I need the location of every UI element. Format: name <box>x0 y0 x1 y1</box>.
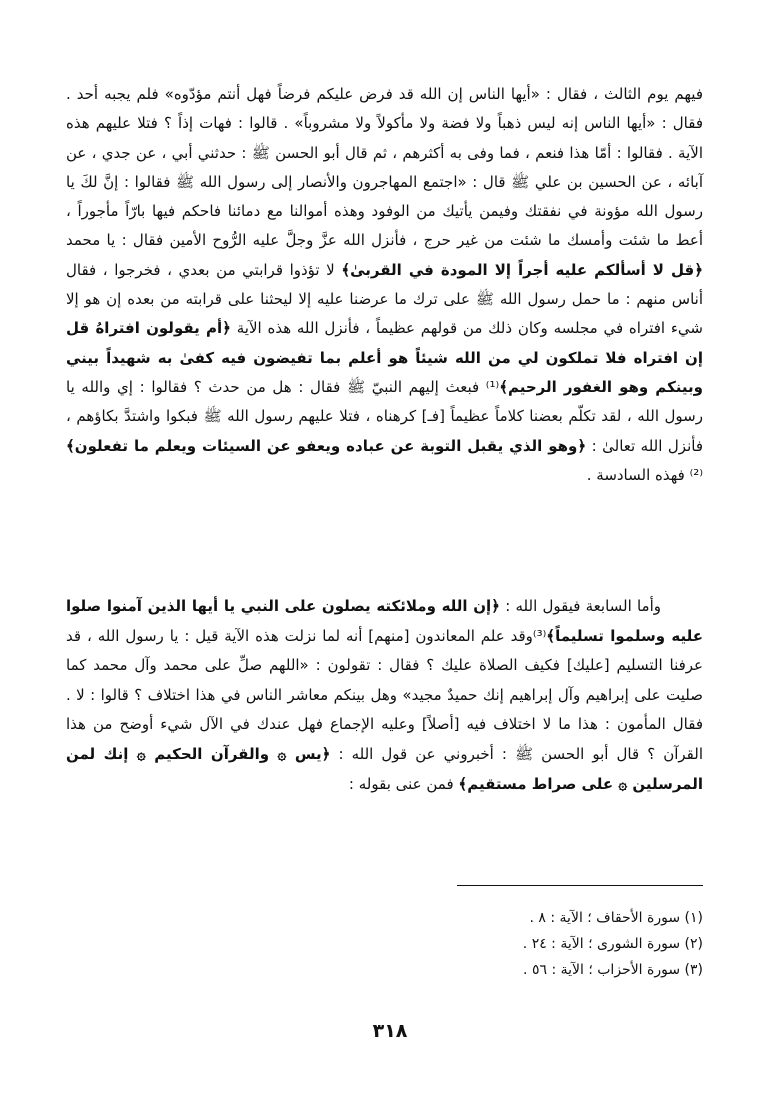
page-number: ٣١٨ <box>372 1020 408 1042</box>
paragraph-1-text <box>66 80 703 490</box>
paragraph-1-segment: فيهم يوم الثالث ، فقال : «أيها الناس إن الله قد فرض عليكم فرضاً فهل أنتم مؤدّوه» فلم يجبه أحد . فقال : «أيها الناس إنه ليس ذهباً ولا فضة ولا مأكولاً ولا مشروباً» . قالوا : فهات إذاً ؟ فتلا عليهم هذه الآية . فقالوا : أمّا هذا فنعم ، فما وفى به أكثرهم ، ثم قال أبو الحسن ﷺ : حدثني أبي ، عن جدي ، عن آبائه ، عن الحسين بن علي ﷺ قال : «اجتمع المهاجرون والأنصار إلى رسول الله ﷺ فقالوا : إنَّ لكَ يا رسول الله مؤونة في نفقتك وفيمن يأتيك من الوفود وهذه أموالنا مع دمائنا فاحكم فيها بارّاً مأجوراً ، أعط ما شئت وأمسك ما شئت من غير حرج ، فأنزل الله عزَّ وجلَّ عليه الرُّوح الأمين فقال : يا محمد <box>66 85 703 250</box>
footnote-divider <box>457 885 703 886</box>
paragraph-1-segment: ⁽¹⁾ فبعث إليهم النبيّ ﷺ فقال : هل من حدث ؟ فقالوا : إي والله يا رسول الله ، لقد تكلّم بعضنا كلاماً عظيماً [فـ] كرهناه ، فتلا عليهم رسول الله ﷺ فبكوا واشتدَّ بكاؤهم ، فأنزل الله تعالىٰ : <box>66 377 703 455</box>
paragraph-1-segment: ⁽²⁾ فهذه السادسة . <box>586 465 703 484</box>
paragraph-2-segment: ⁽³⁾وقد علم المعاندون [منهم] أنه لما نزلت هذه الآية قيل : يا رسول الله ، قد عرفنا التسليم [عليك] فكيف الصلاة عليك ؟ فقال : تقولون : «اللهم صلِّ على محمد وآل محمد كما صليت على إبراهيم وآل إبراهيم إنك حميدٌ مجيد» وهل بينكم معاشر الناس في هذا اختلاف ؟ قالوا : لا . فقال المأمون : هذا ما لا اختلاف فيه [أصلاً] وعليه الإجماع فهل عندك في الآل شيء أوضح من هذا القرآن ؟ قال أبو الحسن ﷺ : أخبروني عن قول الله : <box>66 626 703 763</box>
paragraph-1-segment-quran-verse: ﴿وهو الذي يقبل التوبة عن عباده ويعفو عن السيئات ويعلم ما تفعلون﴾ <box>66 436 587 455</box>
paragraph-1-segment: لا تؤذوا قرابتي من بعدي ، فخرجوا ، فقال أناس منهم : ما حمل رسول الله ﷺ على ترك ما عرضنا عليه إلا ليحثنا على قرابته من بعده إن هو إلا شيء افتراه في مجلسه وكان ذلك من قولهم عظيماً ، فأنزل الله هذه الآية <box>66 260 704 338</box>
paragraph-2-text <box>66 597 703 793</box>
footnote-1: (١) سورة الأحقاف ؛ الآية : ٨ . <box>529 910 703 926</box>
paragraph-2-segment: وأما السابعة فيقول الله : <box>499 597 661 615</box>
footnotes <box>380 905 703 983</box>
paragraph-2 <box>66 592 703 799</box>
paragraph-1-segment-quran-verse: ﴿قل لا أسألكم عليه أجراً إلا المودة في القربىٰ﴾ <box>341 260 703 279</box>
paragraph-2-segment: فمن عنى بقوله : <box>348 774 459 793</box>
paragraph-2-segment-quran-verse: ﴿إن الله وملائكته يصلون على النبي يا أيها الذين آمنوا صلوا عليه وسلموا تسليماً﴾ <box>66 597 704 645</box>
paragraph-2-segment-quran-verse: ﴿يس ۞ والقرآن الحكيم ۞ إنك لمن المرسلين ۞ على صراط مستقيم﴾ <box>66 744 703 793</box>
paragraph-1 <box>66 80 703 490</box>
footnote-3: (٣) سورة الأحزاب ؛ الآية : ٥٦ . <box>523 962 703 978</box>
paragraph-1-segment-quran-verse: ﴿أم يقولون افتراهُ قل إن افتراه فلا تملكون لي من الله شيئاً هو أعلم بما تفيضون فيه كفىٰ به شهيداً بيني وبينكم وهو الغفور الرحيم﴾ <box>66 319 703 396</box>
footnote-2: (٢) سورة الشورى ؛ الآية : ٢٤ . <box>522 936 703 952</box>
